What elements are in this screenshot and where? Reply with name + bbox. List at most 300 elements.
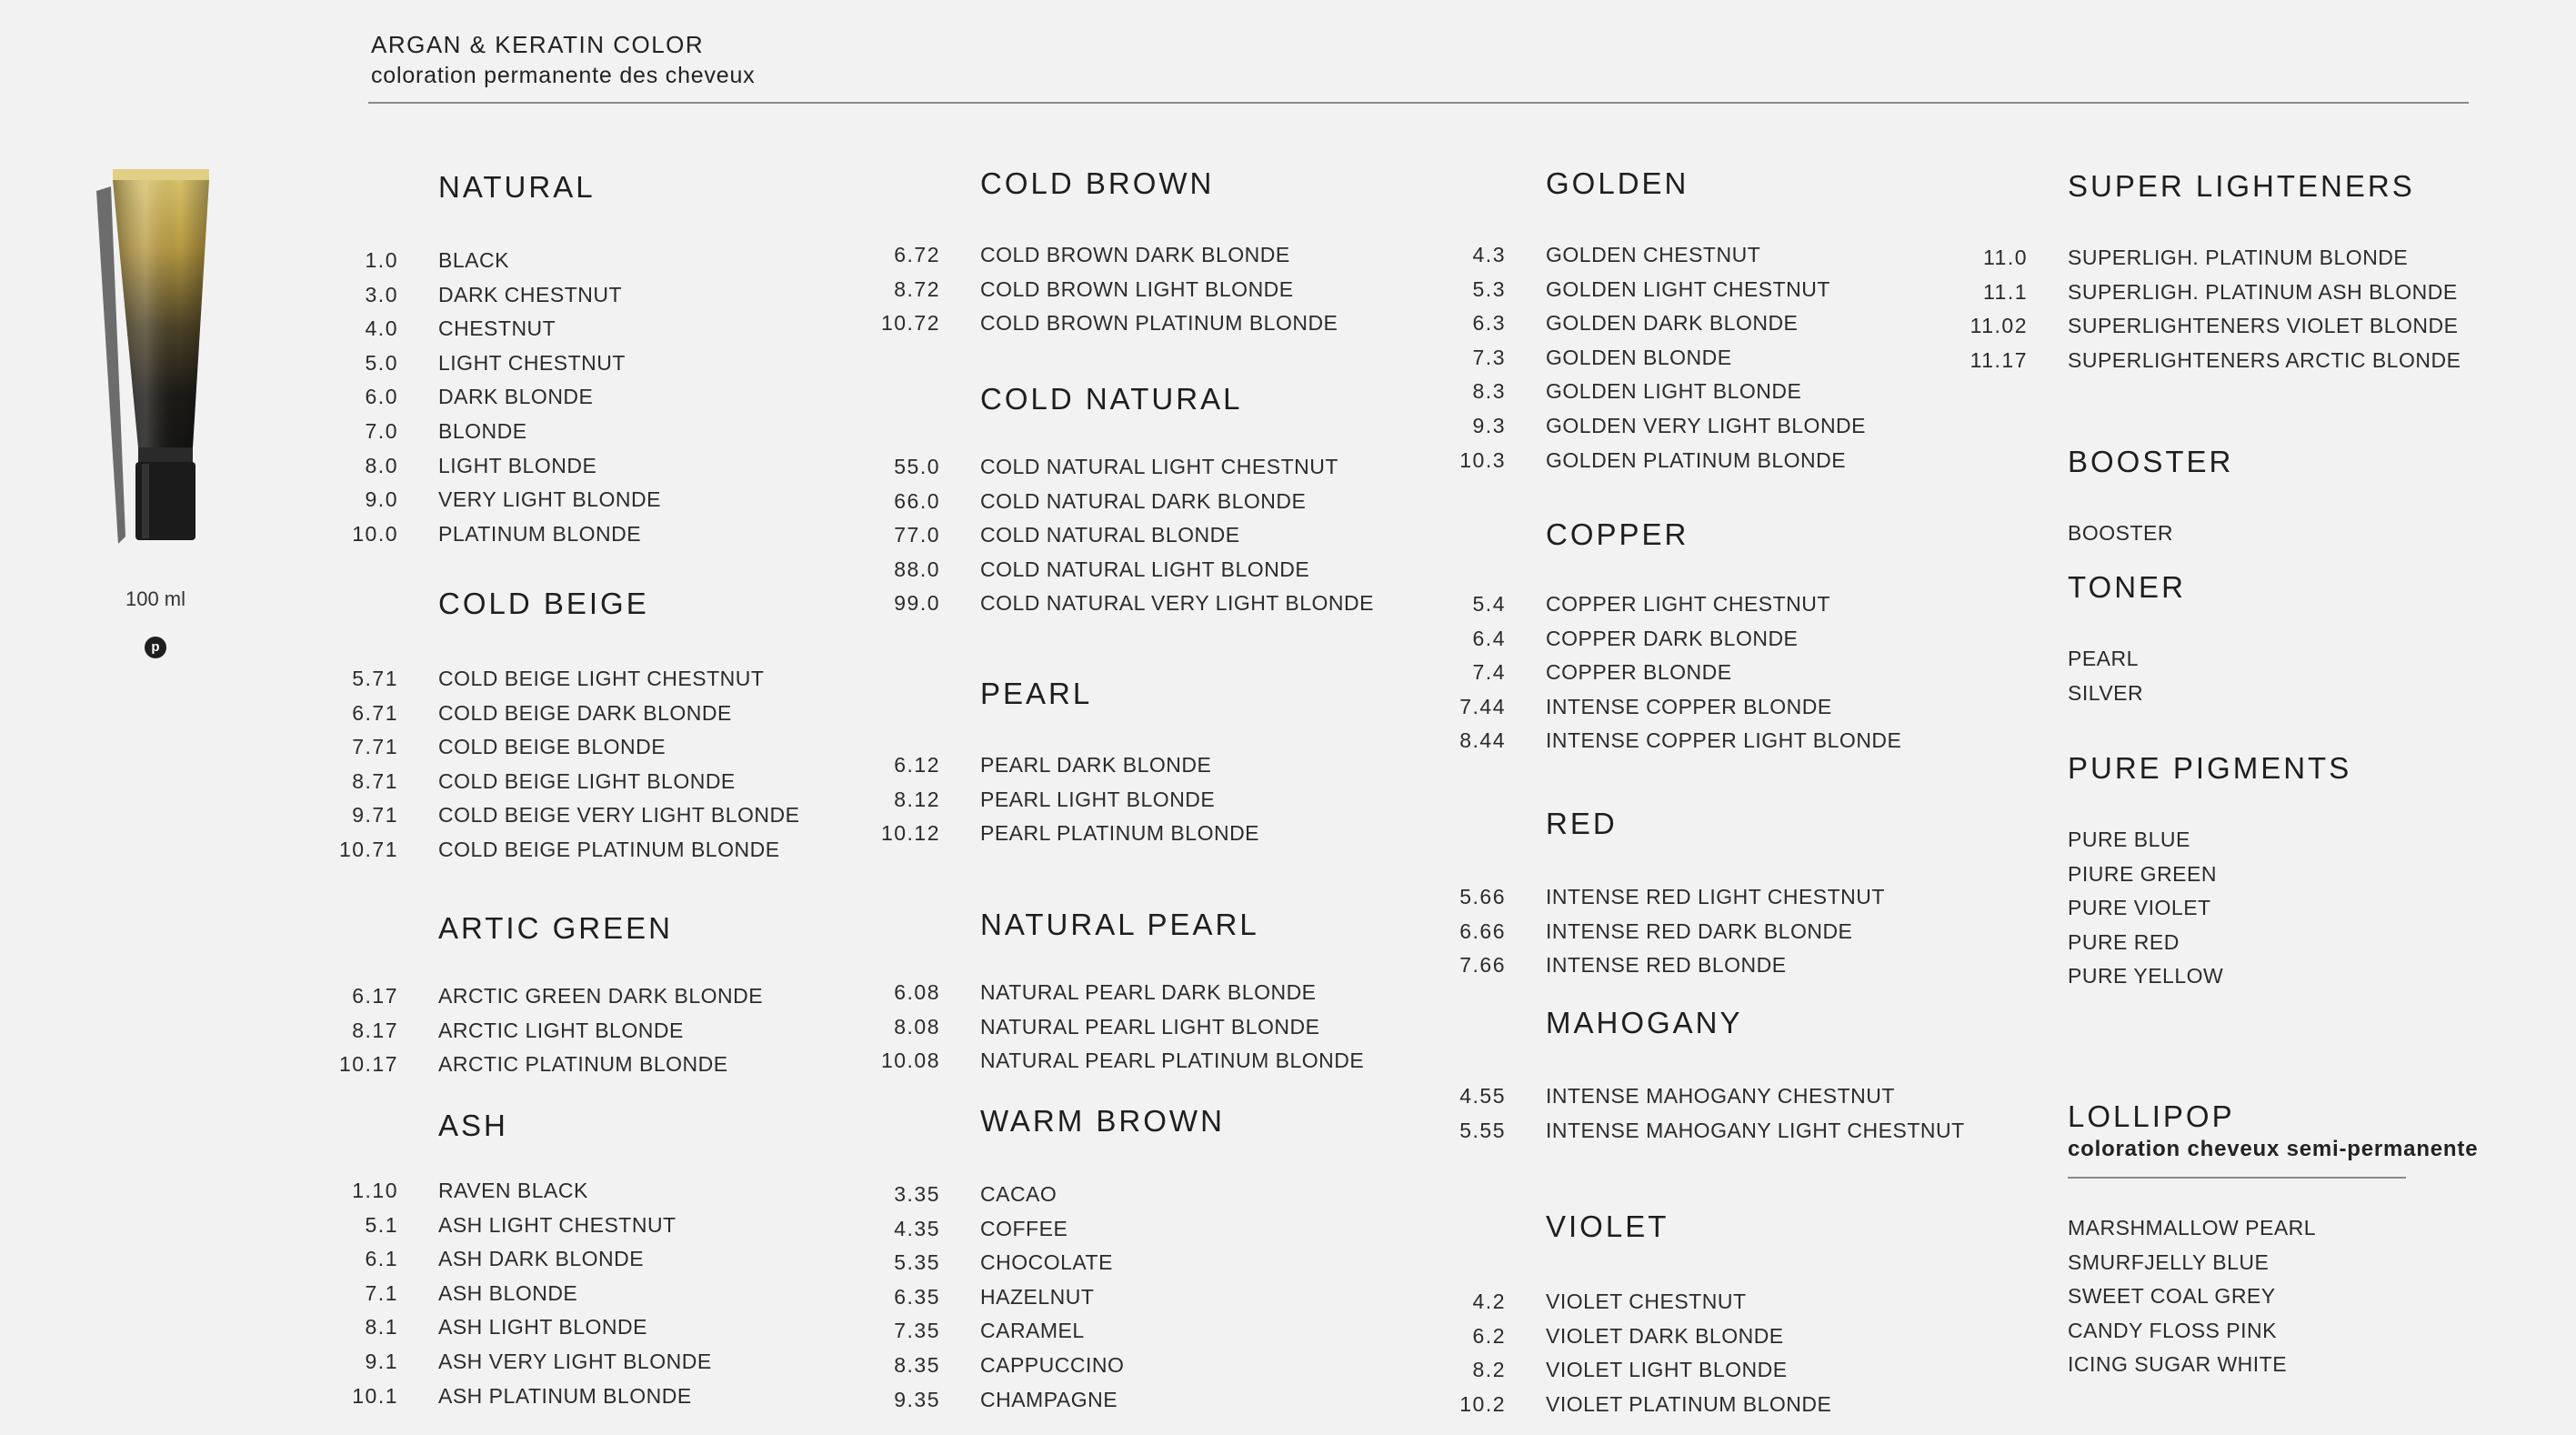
section-title: LOLLIPOP bbox=[2068, 1099, 2235, 1133]
section-title: VIOLET bbox=[1546, 1209, 1669, 1243]
shade-item bbox=[2068, 858, 2351, 892]
shade-code: 10.3 bbox=[1459, 447, 1506, 472]
section-pure-pigments bbox=[2068, 750, 2351, 994]
shade-item bbox=[894, 1246, 1225, 1280]
shade-item bbox=[2068, 959, 2351, 994]
shade-code: 8.08 bbox=[894, 1014, 940, 1039]
section-cold-brown bbox=[880, 166, 1338, 341]
shade-code: 10.08 bbox=[880, 1049, 940, 1073]
shade-item bbox=[1472, 341, 1866, 376]
shade-code: 9.35 bbox=[894, 1387, 940, 1411]
shade-name: COPPER DARK BLONDE bbox=[1546, 626, 1799, 650]
shade-item bbox=[365, 346, 661, 381]
shade-name: COLD NATURAL LIGHT BLONDE bbox=[980, 557, 1310, 581]
shade-item bbox=[1970, 344, 2461, 378]
shade-code: 6.4 bbox=[1472, 626, 1506, 650]
shade-name: LIGHT CHESTNUT bbox=[438, 350, 626, 375]
shade-item bbox=[352, 1174, 712, 1209]
shade-code: 6.72 bbox=[894, 243, 940, 266]
shade-code: 7.1 bbox=[365, 1280, 398, 1305]
shade-item bbox=[1472, 622, 1901, 657]
shade-name: INTENSE COPPER BLONDE bbox=[1546, 694, 1832, 718]
shade-name: COLD BEIGE LIGHT BLONDE bbox=[438, 768, 736, 793]
shade-code: 77.0 bbox=[894, 523, 940, 547]
section-title: BOOSTER bbox=[2068, 445, 2234, 478]
shade-code: 7.3 bbox=[1472, 345, 1506, 369]
shade-item bbox=[365, 278, 661, 313]
shade-item bbox=[1459, 690, 1901, 725]
shade-name: HAZELNUT bbox=[980, 1284, 1095, 1309]
section-red bbox=[1459, 806, 1885, 983]
shade-item bbox=[1459, 1079, 1965, 1114]
shade-name: COLD BEIGE DARK BLONDE bbox=[438, 700, 732, 725]
shade-code: 6.0 bbox=[365, 385, 398, 409]
shade-name: VIOLET CHESTNUT bbox=[1546, 1289, 1747, 1313]
shade-list bbox=[894, 450, 1374, 621]
section-title: PURE PIGMENTS bbox=[2068, 751, 2352, 785]
shade-name: COLD BROWN DARK BLONDE bbox=[980, 243, 1290, 266]
shade-code: 5.4 bbox=[1472, 592, 1506, 616]
section-lollipop bbox=[2068, 1099, 2478, 1382]
p-logo-icon: p bbox=[145, 637, 166, 658]
shade-item bbox=[1472, 587, 1901, 622]
shade-name: NATURAL PEARL LIGHT BLONDE bbox=[980, 1014, 1320, 1039]
section-title: COLD BROWN bbox=[980, 166, 1215, 200]
shade-name: DARK CHESTNUT bbox=[438, 282, 623, 306]
section-golden bbox=[1459, 166, 1867, 477]
shade-code: 6.35 bbox=[894, 1284, 940, 1309]
shade-list bbox=[1459, 880, 1885, 983]
shade-code: 9.71 bbox=[352, 803, 398, 828]
shade-list bbox=[1459, 238, 1867, 477]
shade-code: 3.35 bbox=[894, 1182, 940, 1206]
shade-item bbox=[1982, 276, 2461, 310]
shade-item bbox=[2068, 823, 2351, 858]
shade-code: 9.3 bbox=[1472, 413, 1506, 437]
shade-item bbox=[894, 1383, 1225, 1418]
shade-code: 6.1 bbox=[365, 1247, 398, 1271]
shade-item bbox=[1472, 238, 1866, 273]
shade-item bbox=[352, 1380, 712, 1414]
section-subtitle: coloration cheveux semi-permanente bbox=[2068, 1137, 2479, 1161]
shade-item bbox=[894, 553, 1374, 587]
shade-code: 6.71 bbox=[352, 700, 398, 725]
shade-name: PEARL bbox=[2068, 647, 2139, 670]
shade-list bbox=[1459, 1079, 1965, 1148]
shade-list bbox=[338, 662, 800, 868]
shade-name: COLD NATURAL DARK BLONDE bbox=[980, 488, 1307, 513]
shade-name: COFFEE bbox=[980, 1216, 1068, 1240]
shade-item bbox=[894, 587, 1374, 621]
section-title: GOLDEN bbox=[1546, 166, 1689, 200]
shade-item bbox=[338, 833, 799, 868]
section-warm-brown bbox=[894, 1103, 1225, 1417]
shade-name: ARCTIC GREEN DARK BLONDE bbox=[438, 984, 764, 1008]
shade-name: PURE BLUE bbox=[2068, 828, 2190, 851]
section-title: PEARL bbox=[980, 677, 1093, 710]
shade-name: COLD NATURAL VERY LIGHT BLONDE bbox=[980, 591, 1374, 616]
shade-item bbox=[1472, 1285, 1831, 1320]
shade-code: 8.3 bbox=[1472, 379, 1506, 404]
shade-name: SUPERLIGHTENERS VIOLET BLONDE bbox=[2068, 314, 2459, 338]
header-divider bbox=[368, 102, 2469, 104]
shade-name: COLD BROWN PLATINUM BLONDE bbox=[980, 311, 1338, 336]
section-title: ARTIC GREEN bbox=[438, 911, 673, 945]
shade-name: CANDY FLOSS PINK bbox=[2068, 1318, 2277, 1342]
shade-code: 5.35 bbox=[894, 1250, 940, 1275]
shade-code: 10.0 bbox=[352, 521, 398, 546]
shade-item bbox=[365, 380, 661, 415]
shade-item bbox=[880, 817, 1260, 851]
shade-item bbox=[1459, 948, 1885, 983]
shade-code: 5.66 bbox=[1459, 885, 1506, 908]
shade-name: NATURAL PEARL DARK BLONDE bbox=[980, 980, 1317, 1004]
shade-item bbox=[1472, 273, 1866, 307]
shade-name: BLACK bbox=[438, 248, 509, 272]
shade-list bbox=[880, 976, 1365, 1079]
section-title: NATURAL bbox=[438, 170, 596, 204]
page-header bbox=[371, 29, 755, 91]
shade-name: VIOLET PLATINUM BLONDE bbox=[1546, 1391, 1832, 1416]
shade-item bbox=[1459, 444, 1866, 478]
shade-item bbox=[2068, 677, 2186, 711]
shade-code: 4.35 bbox=[894, 1216, 940, 1240]
shade-name: COLD BEIGE BLONDE bbox=[438, 735, 667, 759]
shade-code: 1.0 bbox=[365, 248, 398, 272]
shade-item bbox=[894, 976, 1364, 1010]
shade-code: 99.0 bbox=[894, 591, 940, 616]
shade-name: CAPPUCCINO bbox=[980, 1352, 1125, 1377]
shade-list bbox=[880, 238, 1338, 341]
shade-item bbox=[365, 1277, 712, 1311]
shade-code: 9.1 bbox=[365, 1349, 398, 1373]
shade-item bbox=[352, 765, 799, 799]
section-ash bbox=[352, 1108, 712, 1413]
shade-item bbox=[1982, 241, 2461, 276]
shade-code: 11.0 bbox=[1982, 246, 2028, 269]
shade-item bbox=[2068, 1279, 2478, 1314]
shade-name: LIGHT BLONDE bbox=[438, 453, 597, 477]
shade-name: ICING SUGAR WHITE bbox=[2068, 1352, 2288, 1377]
section-title: ASH bbox=[438, 1109, 508, 1142]
section-violet bbox=[1459, 1209, 1832, 1421]
shade-code: 5.1 bbox=[365, 1212, 398, 1237]
shade-code: 8.72 bbox=[894, 276, 940, 301]
shade-list bbox=[1459, 587, 1902, 758]
product-tube-image bbox=[91, 164, 227, 555]
shade-item bbox=[880, 1044, 1365, 1079]
shade-item bbox=[894, 450, 1374, 485]
shade-item bbox=[1459, 1114, 1965, 1149]
shade-code: 7.35 bbox=[894, 1319, 940, 1343]
section-title: RED bbox=[1546, 807, 1618, 840]
shade-name: CHAMPAGNE bbox=[980, 1387, 1118, 1411]
shade-name: ASH LIGHT BLONDE bbox=[438, 1315, 647, 1340]
shade-code: 5.55 bbox=[1459, 1118, 1506, 1142]
shade-name: GOLDEN LIGHT CHESTNUT bbox=[1546, 276, 1830, 301]
shade-name: CARAMEL bbox=[980, 1319, 1085, 1343]
shade-code: 8.71 bbox=[352, 768, 398, 793]
shade-item bbox=[1459, 915, 1885, 949]
shade-list bbox=[2068, 517, 2233, 551]
shade-list bbox=[880, 748, 1260, 851]
shade-code: 8.1 bbox=[365, 1315, 398, 1340]
section-natural bbox=[352, 169, 661, 551]
shade-code: 10.17 bbox=[338, 1052, 398, 1077]
shade-name: RAVEN BLACK bbox=[438, 1179, 588, 1202]
shade-item bbox=[2068, 1314, 2478, 1349]
shade-name: COLD NATURAL LIGHT CHESTNUT bbox=[980, 455, 1338, 478]
section-title: WARM BROWN bbox=[980, 1104, 1225, 1138]
shade-name: GOLDEN PLATINUM BLONDE bbox=[1546, 447, 1847, 472]
shade-item bbox=[352, 730, 799, 765]
shade-item bbox=[1472, 1353, 1831, 1388]
shade-code: 8.0 bbox=[365, 453, 398, 477]
shade-item bbox=[365, 312, 661, 346]
shade-name: VERY LIGHT BLONDE bbox=[438, 487, 661, 512]
shade-item bbox=[1459, 724, 1902, 758]
product-volume: 100 ml bbox=[125, 587, 186, 610]
shade-code: 6.2 bbox=[1472, 1323, 1506, 1348]
shade-list bbox=[338, 979, 764, 1082]
shade-name: CACAO bbox=[980, 1182, 1057, 1206]
shade-name: SUPERLIGHTENERS ARCTIC BLONDE bbox=[2068, 347, 2461, 372]
section-title: COLD BEIGE bbox=[438, 587, 649, 620]
shade-code: 6.66 bbox=[1459, 918, 1506, 943]
shade-name: ASH PLATINUM BLONDE bbox=[438, 1383, 692, 1408]
shade-item bbox=[2068, 891, 2351, 926]
shade-name: COLD BEIGE LIGHT CHESTNUT bbox=[438, 667, 765, 690]
shade-name: DARK BLONDE bbox=[438, 385, 594, 409]
shade-item bbox=[1472, 1320, 1831, 1354]
shade-list bbox=[1970, 241, 2461, 377]
shade-item bbox=[2068, 926, 2351, 960]
shade-name: PURE RED bbox=[2068, 929, 2180, 954]
shade-code: 4.0 bbox=[365, 316, 398, 341]
shade-name: PIURE GREEN bbox=[2068, 861, 2217, 886]
shade-name: ASH DARK BLONDE bbox=[438, 1247, 645, 1271]
shade-item bbox=[894, 783, 1259, 818]
shade-name: ASH BLONDE bbox=[438, 1280, 578, 1305]
shade-list bbox=[894, 1178, 1225, 1417]
section-booster bbox=[2068, 444, 2233, 551]
shade-item bbox=[2068, 1348, 2478, 1382]
shade-item bbox=[894, 1178, 1225, 1212]
section-title: SUPER LIGHTENERS bbox=[2068, 169, 2415, 203]
section-title: NATURAL PEARL bbox=[980, 908, 1259, 941]
shade-code: 1.10 bbox=[352, 1179, 398, 1202]
shade-item bbox=[352, 517, 661, 552]
shade-name: CHOCOLATE bbox=[980, 1250, 1113, 1275]
shade-item bbox=[1970, 309, 2461, 344]
shade-name: COPPER BLONDE bbox=[1546, 660, 1732, 685]
shade-name: PURE VIOLET bbox=[2068, 896, 2211, 920]
section-title: MAHOGANY bbox=[1546, 1006, 1743, 1039]
shade-code: 5.0 bbox=[365, 350, 398, 375]
shade-code: 11.02 bbox=[1970, 314, 2028, 338]
shade-name: VIOLET LIGHT BLONDE bbox=[1546, 1358, 1788, 1382]
shade-name: ARCTIC LIGHT BLONDE bbox=[438, 1018, 684, 1042]
shade-code: 8.17 bbox=[352, 1018, 398, 1042]
shade-item bbox=[365, 1310, 712, 1345]
shade-code: 7.71 bbox=[352, 735, 398, 759]
shade-item bbox=[1459, 1388, 1832, 1422]
shade-code: 8.12 bbox=[894, 787, 940, 811]
shade-name: BOOSTER bbox=[2068, 521, 2173, 545]
shade-code: 9.0 bbox=[365, 487, 398, 512]
shade-item bbox=[1472, 306, 1866, 341]
shade-name: PURE YELLOW bbox=[2068, 964, 2224, 988]
shade-name: ARCTIC PLATINUM BLONDE bbox=[438, 1052, 728, 1077]
shade-code: 8.44 bbox=[1459, 728, 1506, 753]
shade-name: COPPER LIGHT CHESTNUT bbox=[1546, 592, 1830, 616]
shade-code: 10.12 bbox=[880, 821, 940, 846]
shade-item bbox=[894, 1010, 1364, 1045]
shade-code: 7.0 bbox=[365, 418, 398, 443]
shade-name: INTENSE COPPER LIGHT BLONDE bbox=[1546, 728, 1902, 753]
shade-item bbox=[338, 1048, 763, 1082]
shade-code: 8.2 bbox=[1472, 1358, 1506, 1382]
shade-item bbox=[352, 1014, 763, 1049]
shade-item bbox=[894, 273, 1338, 307]
shade-name: GOLDEN LIGHT BLONDE bbox=[1546, 379, 1802, 404]
shade-name: INTENSE RED LIGHT CHESTNUT bbox=[1546, 885, 1885, 908]
shade-item bbox=[365, 244, 661, 278]
shade-list bbox=[2068, 823, 2351, 994]
shade-code: 4.55 bbox=[1459, 1084, 1506, 1108]
shade-name: PLATINUM BLONDE bbox=[438, 521, 642, 546]
shade-name: NATURAL PEARL PLATINUM BLONDE bbox=[980, 1049, 1365, 1073]
shade-code: 7.4 bbox=[1472, 660, 1506, 685]
shade-code: 7.66 bbox=[1459, 953, 1506, 978]
shade-code: 4.2 bbox=[1472, 1289, 1506, 1313]
shade-code: 11.17 bbox=[1970, 347, 2028, 372]
shade-name: COLD BEIGE VERY LIGHT BLONDE bbox=[438, 803, 800, 828]
shade-list bbox=[2068, 1211, 2478, 1382]
shade-item bbox=[2068, 1211, 2478, 1246]
shade-item bbox=[894, 485, 1374, 519]
shade-code: 4.3 bbox=[1472, 243, 1506, 266]
section-copper bbox=[1459, 517, 1902, 758]
shade-item bbox=[352, 697, 799, 731]
shade-code: 7.44 bbox=[1459, 694, 1506, 718]
section-title: COPPER bbox=[1546, 517, 1689, 551]
shade-name: BLONDE bbox=[438, 418, 527, 443]
shade-name: GOLDEN CHESTNUT bbox=[1546, 243, 1761, 266]
shade-code: 66.0 bbox=[894, 488, 940, 513]
shade-item bbox=[894, 1349, 1225, 1383]
shade-list bbox=[1459, 1285, 1832, 1421]
section-toner bbox=[2068, 569, 2186, 710]
shade-item bbox=[365, 1242, 712, 1277]
shade-item bbox=[894, 748, 1259, 783]
shade-name: PEARL DARK BLONDE bbox=[980, 753, 1212, 777]
shade-code: 55.0 bbox=[894, 455, 940, 478]
shade-list bbox=[2068, 642, 2186, 710]
shade-list bbox=[352, 244, 661, 551]
section-pearl bbox=[880, 676, 1260, 851]
shade-name: GOLDEN BLONDE bbox=[1546, 345, 1732, 369]
shade-item bbox=[1459, 880, 1885, 915]
shade-code: 5.3 bbox=[1472, 276, 1506, 301]
shade-name: INTENSE RED BLONDE bbox=[1546, 953, 1787, 978]
shade-name: INTENSE RED DARK BLONDE bbox=[1546, 918, 1853, 943]
shade-name: PEARL PLATINUM BLONDE bbox=[980, 821, 1260, 846]
shade-item bbox=[365, 449, 661, 484]
section-title: COLD NATURAL bbox=[980, 382, 1243, 416]
shade-name: CHESTNUT bbox=[438, 316, 556, 341]
shade-code: 3.0 bbox=[365, 282, 398, 306]
shade-name: VIOLET DARK BLONDE bbox=[1546, 1323, 1784, 1348]
shade-item bbox=[365, 483, 661, 517]
shade-name: SUPERLIGH. PLATINUM BLONDE bbox=[2068, 246, 2409, 269]
section-title: TONER bbox=[2068, 570, 2186, 604]
shade-list bbox=[352, 1174, 712, 1413]
shade-name: MARSHMALLOW PEARL bbox=[2068, 1216, 2317, 1239]
lollipop-divider bbox=[2068, 1177, 2406, 1179]
shade-name: INTENSE MAHOGANY CHESTNUT bbox=[1546, 1084, 1895, 1108]
shade-item bbox=[365, 1345, 712, 1380]
shade-name: SUPERLIGH. PLATINUM ASH BLONDE bbox=[2068, 279, 2458, 304]
shade-code: 6.08 bbox=[894, 980, 940, 1004]
shade-item bbox=[352, 979, 764, 1014]
section-mahogany bbox=[1459, 1005, 1965, 1148]
section-cold-natural bbox=[894, 381, 1374, 621]
shade-name: COLD BEIGE PLATINUM BLONDE bbox=[438, 837, 780, 861]
shade-code: 6.17 bbox=[352, 984, 398, 1008]
shade-code: 6.12 bbox=[894, 753, 940, 777]
shade-code: 10.72 bbox=[880, 311, 940, 336]
shade-name: SMURFJELLY BLUE bbox=[2068, 1249, 2270, 1274]
shade-item bbox=[894, 238, 1338, 273]
shade-item bbox=[1472, 656, 1901, 690]
page-title: ARGAN & KERATIN COLOR bbox=[371, 31, 705, 58]
section-cold-beige bbox=[338, 586, 800, 868]
shade-name: SWEET COAL GREY bbox=[2068, 1284, 2276, 1309]
shade-code: 10.2 bbox=[1459, 1391, 1506, 1416]
shade-name: INTENSE MAHOGANY LIGHT CHESTNUT bbox=[1546, 1118, 1965, 1142]
shade-name: GOLDEN VERY LIGHT BLONDE bbox=[1546, 413, 1867, 437]
shade-code: 88.0 bbox=[894, 557, 940, 581]
shade-item bbox=[894, 518, 1374, 553]
section-artic-green bbox=[338, 910, 764, 1082]
shade-name: ASH VERY LIGHT BLONDE bbox=[438, 1349, 712, 1373]
shade-code: 6.3 bbox=[1472, 311, 1506, 336]
shade-item bbox=[2068, 517, 2233, 551]
shade-item bbox=[365, 1209, 712, 1243]
shade-name: PEARL LIGHT BLONDE bbox=[980, 787, 1216, 811]
shade-item bbox=[880, 306, 1338, 341]
shade-item bbox=[894, 1212, 1225, 1247]
shade-name: COLD BROWN LIGHT BLONDE bbox=[980, 276, 1294, 301]
shade-name: GOLDEN DARK BLONDE bbox=[1546, 311, 1799, 336]
shade-item bbox=[894, 1280, 1225, 1315]
shade-code: 11.1 bbox=[1982, 279, 2028, 304]
shade-name: SILVER bbox=[2068, 680, 2144, 705]
shade-item bbox=[352, 662, 799, 697]
section-natural-pearl bbox=[880, 907, 1365, 1079]
shade-code: 5.71 bbox=[352, 667, 398, 690]
shade-code: 10.1 bbox=[352, 1383, 398, 1408]
shade-code: 8.35 bbox=[894, 1352, 940, 1377]
shade-code: 10.71 bbox=[338, 837, 398, 861]
shade-name: ASH LIGHT CHESTNUT bbox=[438, 1212, 677, 1237]
shade-item bbox=[1472, 375, 1866, 409]
shade-item bbox=[2068, 642, 2186, 677]
section-super-lighteners bbox=[1970, 168, 2461, 377]
shade-item bbox=[365, 415, 661, 449]
shade-item bbox=[1472, 409, 1867, 444]
